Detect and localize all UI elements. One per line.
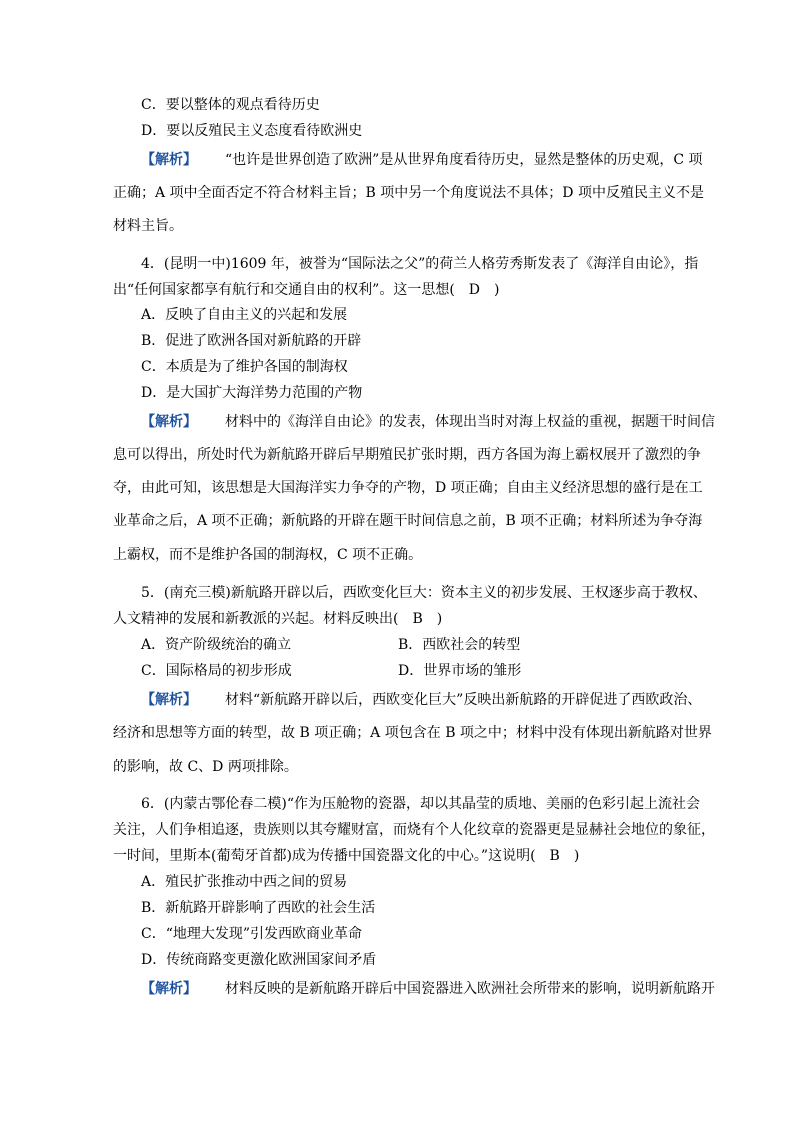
q5-option-c: C．国际格局的初步形成 [141, 663, 292, 679]
q4-option-c: C．本质是为了维护各国的制海权 [141, 359, 348, 375]
q5-option-a: A．资产阶级统治的确立 [141, 637, 292, 653]
q5-stem-line-1: 5．(南充三模)新航路开辟以后，西欧变化巨大：资本主义的初步发展、王权逐步高于教权、 [141, 585, 707, 601]
q3-analysis-line-2: 正确；A 项中全面否定不符合材料主旨；B 项中另一个角度说法不具体；D 项中反殖民主义不是 [113, 185, 704, 201]
q4-analysis-text-1: 材料中的《海洋自由论》的发表，体现出当时对海上权益的重视，据题干时间信 [225, 414, 715, 430]
q6-stem-line-1: 6．(内蒙古鄂伦春二模)“作为压舱物的瓷器，却以其晶莹的质地、美丽的色彩引起上流社会 [141, 796, 700, 812]
q4-option-a: A．反映了自由主义的兴起和发展 [141, 307, 348, 323]
q5-analysis-text-1: 材料“新航路开辟以后，西欧变化巨大”反映出新航路的开辟促进了西欧政治、 [225, 692, 702, 708]
analysis-label: 【解析】 [141, 692, 197, 708]
q3-analysis-text-1: “也许是世界创造了欧洲”是从世界角度看待历史，显然是整体的历史观，C 项 [225, 152, 703, 168]
q4-stem-line-2: 出“任何国家都享有航行和交通自由的权利”。这一思想( D ) [113, 282, 500, 298]
q5-analysis-line-1 [141, 690, 701, 710]
q6-option-b: B．新航路开辟影响了西欧的社会生活 [141, 900, 376, 916]
q6-stem-line-2: 关注，人们争相追逐，贵族则以其夸耀财富，而烧有个人化纹章的瓷器更是显赫社会地位的象征， [113, 822, 715, 838]
q3-analysis-line-1 [141, 150, 702, 170]
q3-option-c: C．要以整体的观点看待历史 [141, 97, 320, 113]
q4-option-b: B．促进了欧洲各国对新航路的开辟 [141, 333, 362, 349]
q6-analysis-text-1: 材料反映的是新航路开辟后中国瓷器进入欧洲社会所带来的影响，说明新航路开 [225, 981, 715, 997]
q5-option-d: D．世界市场的雏形 [398, 663, 522, 679]
q4-analysis-line-2: 息可以得出，所处时代为新航路开辟后早期殖民扩张时期，西方各国为海上霸权展开了激烈的争 [113, 447, 701, 463]
q6-option-a: A．殖民扩张推动中西之间的贸易 [141, 874, 348, 890]
analysis-label: 【解析】 [141, 981, 197, 997]
q4-analysis-line-5: 上霸权，而不是维护各国的制海权，C 项不正确。 [113, 547, 423, 563]
q6-option-c: C．“地理大发现”引发西欧商业革命 [141, 926, 363, 942]
q4-analysis-line-3: 夺，由此可知，该思想是大国海洋实力争夺的产物，D 项正确；自由主义经济思想的盛行是在工 [113, 480, 703, 496]
q4-option-d: D．是大国扩大海洋势力范围的产物 [141, 385, 363, 401]
q5-stem-line-2: 人文精神的发展和新教派的兴起。材料反映出( B ) [113, 611, 443, 627]
q5-option-b: B．西欧社会的转型 [398, 637, 521, 653]
q3-analysis-line-3: 材料主旨。 [113, 218, 183, 234]
q6-analysis-line-1 [141, 979, 715, 999]
analysis-label: 【解析】 [141, 152, 197, 168]
q6-option-d: D．传统商路变更激化欧洲国家间矛盾 [141, 952, 377, 968]
q5-analysis-line-2: 经济和思想等方面的转型，故 B 项正确；A 项包含在 B 项之中；材料中没有体现出新航路对世界 [113, 725, 712, 741]
analysis-label: 【解析】 [141, 414, 197, 430]
q5-analysis-line-3: 的影响，故 C、D 两项排除。 [113, 759, 298, 775]
q4-stem-line-1: 4．(昆明一中)1609 年，被誉为“国际法之父”的荷兰人格劳秀斯发表了《海洋自由论》，指 [141, 256, 699, 272]
q4-analysis-line-1 [141, 412, 715, 432]
q6-stem-line-3: 一时间，里斯本(葡萄牙首都)成为传播中国瓷器文化的中心。”这说明( B ) [113, 848, 580, 864]
q3-option-d: D．要以反殖民主义态度看待欧洲史 [141, 123, 363, 139]
q4-analysis-line-4: 业革命之后，A 项不正确；新航路的开辟在题干时间信息之前，B 项不正确；材料所述为争夺海 [113, 513, 703, 529]
